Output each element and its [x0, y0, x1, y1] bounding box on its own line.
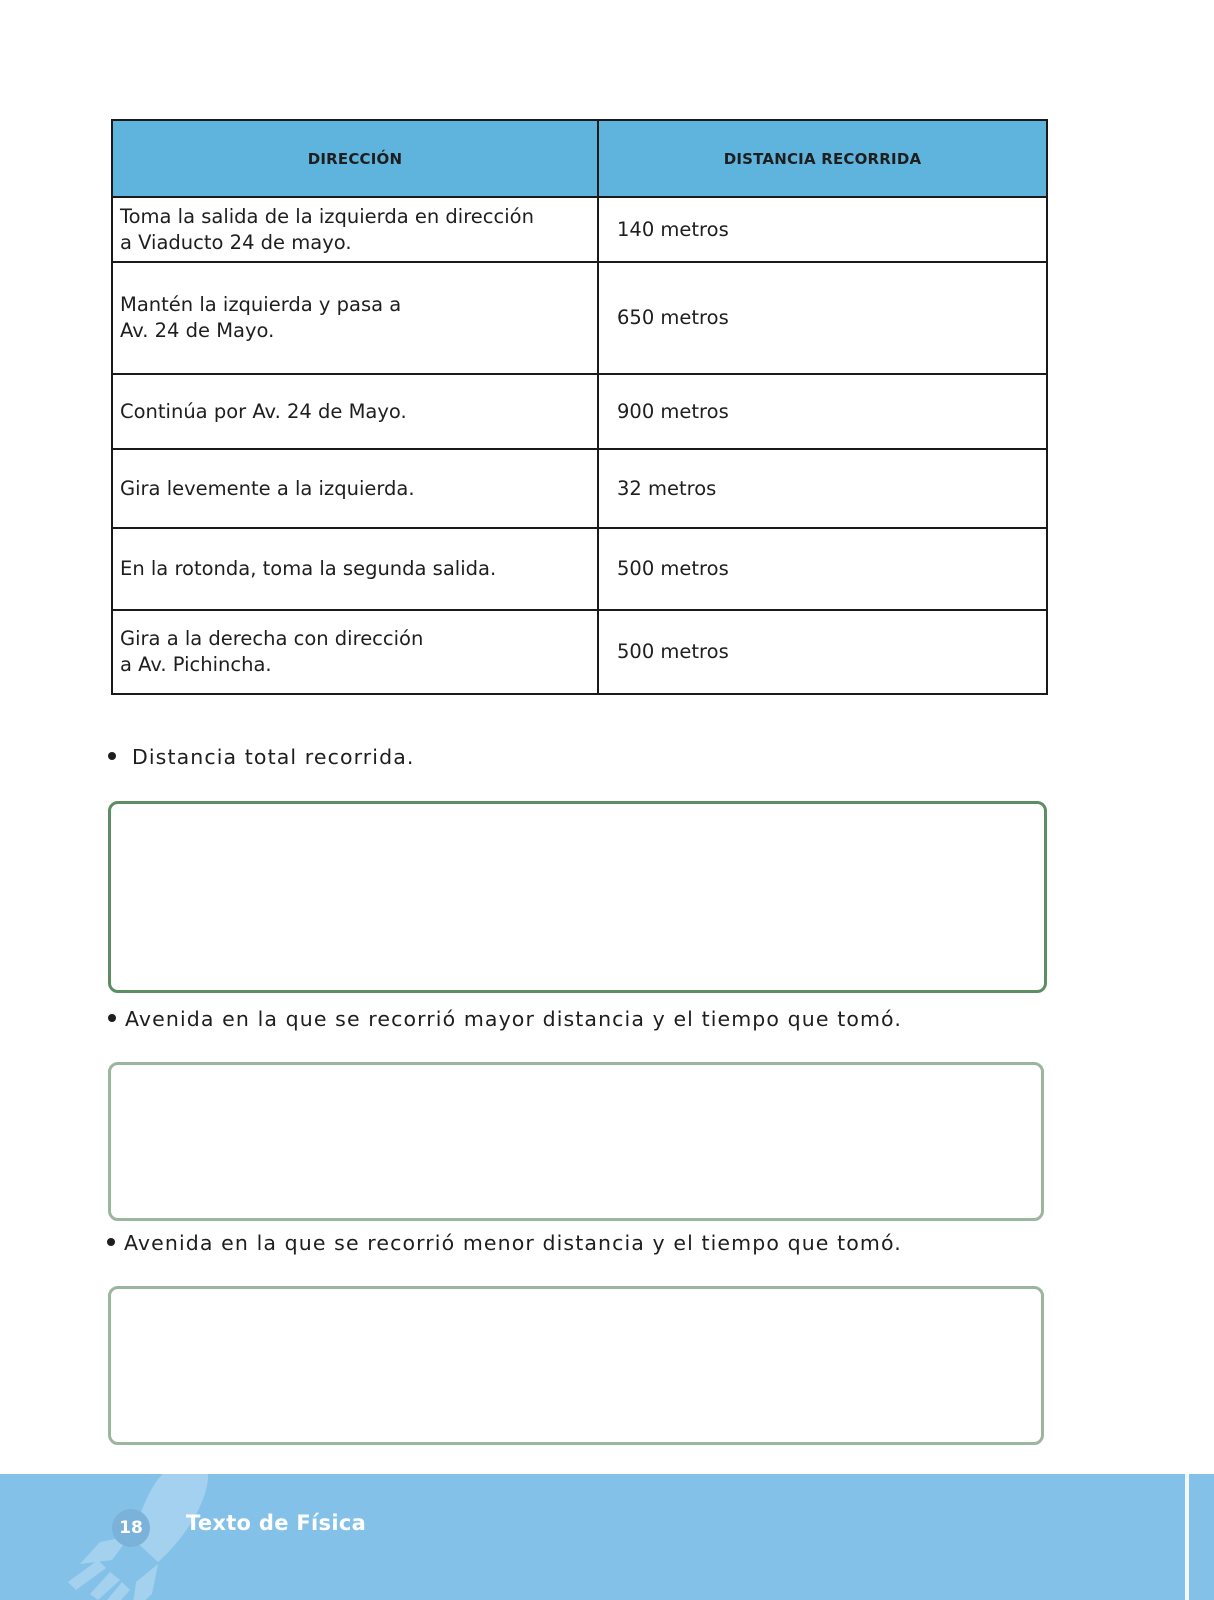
bullet-icon: [108, 1014, 116, 1022]
direction-line: a Viaducto 24 de mayo.: [120, 230, 352, 254]
direction-line: Av. 24 de Mayo.: [120, 319, 275, 342]
question-total-distance: [108, 745, 414, 769]
distance-cell: 32 metros: [598, 449, 1047, 528]
directions-table: [111, 119, 1048, 695]
direction-line: Continúa por Av. 24 de Mayo.: [120, 399, 407, 423]
footer-divider: [1185, 1474, 1189, 1600]
table-row: [112, 610, 1047, 694]
book-title: Texto de Física: [186, 1511, 367, 1535]
table-row: [112, 197, 1047, 262]
direction-cell: [112, 262, 598, 374]
distance-cell: 500 metros: [598, 610, 1047, 694]
page-number: 18: [112, 1509, 150, 1547]
direction-line: Gira levemente a la izquierda.: [120, 476, 415, 500]
answer-box-max-distance[interactable]: [108, 1062, 1044, 1221]
table-row: [112, 374, 1047, 449]
question-max-distance: [108, 1007, 902, 1031]
table-row: [112, 262, 1047, 374]
table-row: [112, 528, 1047, 610]
distance-cell: 650 metros: [598, 262, 1047, 374]
bullet-icon: [108, 752, 116, 760]
direction-cell: [112, 528, 598, 610]
direction-line: En la rotonda, toma la segunda salida.: [120, 557, 497, 580]
question-text: Avenida en la que se recorrió mayor distancia y el tiempo que tomó.: [125, 1007, 902, 1031]
distance-cell: 140 metros: [598, 197, 1047, 262]
header-direction: DIRECCIÓN: [112, 120, 598, 197]
table-row: [112, 449, 1047, 528]
distance-cell: 900 metros: [598, 374, 1047, 449]
direction-line: Toma la salida de la izquierda en dirección: [120, 204, 534, 228]
question-text: Avenida en la que se recorrió menor distancia y el tiempo que tomó.: [124, 1231, 902, 1255]
question-min-distance: [107, 1231, 902, 1255]
direction-cell: [112, 374, 598, 449]
answer-box-min-distance[interactable]: [108, 1286, 1044, 1445]
question-text: Distancia total recorrida.: [132, 745, 415, 769]
distance-cell: 500 metros: [598, 528, 1047, 610]
page-footer: [0, 1474, 1214, 1600]
direction-cell: [112, 610, 598, 694]
table-header-row: [112, 120, 1047, 197]
direction-cell: [112, 197, 598, 262]
header-distance: DISTANCIA RECORRIDA: [598, 120, 1047, 197]
answer-box-total-distance[interactable]: [108, 801, 1047, 993]
direction-line: Mantén la izquierda y pasa a: [120, 293, 402, 316]
direction-cell: [112, 449, 598, 528]
direction-line: a Av. Pichincha.: [120, 653, 272, 676]
direction-line: Gira a la derecha con dirección: [120, 627, 424, 650]
bullet-icon: [107, 1238, 115, 1246]
